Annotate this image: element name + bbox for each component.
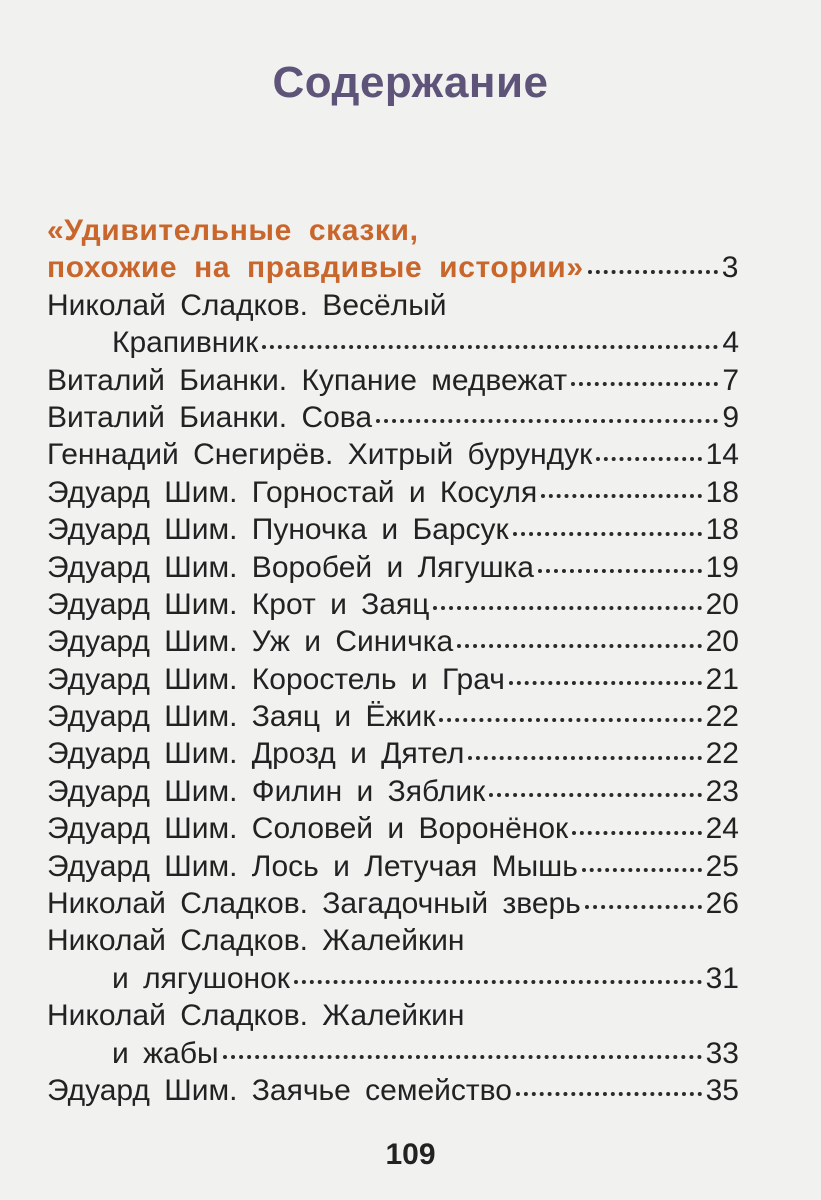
dot-leader xyxy=(294,962,702,988)
dot-leader xyxy=(457,626,701,652)
toc-entry-title: и жабы xyxy=(112,1036,219,1070)
dot-leader xyxy=(439,701,701,727)
dot-leader xyxy=(509,663,702,689)
toc-entry-page: 7 xyxy=(722,363,739,397)
toc-entry-title: Эдуард Шим. Пуночка и Барсук xyxy=(47,513,509,547)
toc-entry-title: Эдуард Шим. Воробей и Лягушка xyxy=(47,550,534,584)
dot-leader xyxy=(489,775,701,801)
toc-entry-title: Крапивник xyxy=(112,326,259,360)
page-number: 109 xyxy=(385,1138,436,1171)
toc-entry xyxy=(47,549,739,586)
toc-entry xyxy=(47,399,739,436)
toc-entry-page: 22 xyxy=(705,737,739,771)
toc-entry xyxy=(47,698,739,735)
toc-entry-page: 21 xyxy=(705,662,739,696)
toc-entry-title: Николай Сладков. Жалейкин xyxy=(47,999,465,1033)
toc-entry-title: Эдуард Шим. Уж и Синичка xyxy=(47,625,454,659)
dot-leader xyxy=(262,327,718,353)
toc-entry-page: 20 xyxy=(705,625,739,659)
toc-entry xyxy=(47,848,739,885)
toc-entry-page: 31 xyxy=(705,961,739,995)
toc-entry-page: 35 xyxy=(705,1073,739,1107)
toc-entry-page: 3 xyxy=(721,251,739,285)
dot-leader xyxy=(223,1037,702,1063)
dot-leader xyxy=(572,813,701,839)
toc-entry xyxy=(47,960,739,997)
toc-entry xyxy=(47,997,739,1034)
dot-leader xyxy=(571,364,718,390)
toc-entry-page: 26 xyxy=(705,887,739,921)
toc-entry xyxy=(47,287,739,324)
toc-entry xyxy=(47,511,739,548)
toc-entry xyxy=(47,586,739,623)
toc-entry xyxy=(47,623,739,660)
toc-entry-title: Эдуард Шим. Лось и Летучая Мышь xyxy=(47,849,578,883)
toc-section-heading xyxy=(47,249,739,286)
toc-entry-title: Виталий Бианки. Сова xyxy=(47,400,373,434)
toc-entry-page: 18 xyxy=(705,475,739,509)
dot-leader xyxy=(585,888,702,914)
toc-entry-page: 33 xyxy=(705,1036,739,1070)
toc-entry-page: 18 xyxy=(705,513,739,547)
dot-leader xyxy=(538,551,702,577)
toc-entry-page: 24 xyxy=(705,812,739,846)
toc-entry-title: Эдуард Шим. Дрозд и Дятел xyxy=(47,737,465,771)
toc-entry-title: Николай Сладков. Жалейкин xyxy=(47,924,465,958)
toc-entry xyxy=(47,661,739,698)
toc-entry xyxy=(47,1035,739,1072)
toc-entry-page: 25 xyxy=(705,849,739,883)
toc-entry-title: Эдуард Шим. Соловей и Воронёнок xyxy=(47,812,569,846)
toc-entry-page: 9 xyxy=(722,400,739,434)
toc-entry-title: Геннадий Снегирёв. Хитрый бурундук xyxy=(47,438,593,472)
toc-entry-page: 23 xyxy=(705,774,739,808)
toc-entry xyxy=(47,735,739,772)
toc-entry xyxy=(47,362,739,399)
toc-entry xyxy=(47,474,739,511)
toc-entry xyxy=(47,810,739,847)
dot-leader xyxy=(513,514,702,540)
toc-entry-title: Эдуард Шим. Филин и Зяблик xyxy=(47,774,486,808)
page-title: Содержание xyxy=(272,58,549,107)
toc-entry-title: Виталий Бианки. Купание медвежат xyxy=(47,363,568,397)
dot-leader xyxy=(541,476,701,502)
dot-leader xyxy=(516,1074,702,1100)
dot-leader xyxy=(596,439,701,465)
toc-entry-title: Эдуард Шим. Заяц и Ёжик xyxy=(47,700,436,734)
toc-entry-title: Эдуард Шим. Заячье семейство xyxy=(47,1073,512,1107)
toc-entry xyxy=(47,1072,739,1109)
dot-leader xyxy=(468,738,701,764)
toc-entry-title: Эдуард Шим. Коростель и Грач xyxy=(47,662,505,696)
toc-entry-title: Николай Сладков. Весёлый xyxy=(47,288,447,322)
toc-entry xyxy=(47,773,739,810)
dot-leader xyxy=(588,252,718,278)
toc-entry-title: похожие на правдивые истории» xyxy=(47,251,584,285)
toc-entry-title: и лягушонок xyxy=(112,961,290,995)
dot-leader xyxy=(376,401,718,427)
dot-leader xyxy=(582,850,702,876)
toc-entry-page: 4 xyxy=(722,326,739,360)
toc-entry xyxy=(47,922,739,959)
toc-entry xyxy=(47,324,739,361)
toc-entry-page: 20 xyxy=(705,587,739,621)
toc-entry xyxy=(47,436,739,473)
toc-section-heading xyxy=(47,212,739,249)
toc-entry-title: Эдуард Шим. Горностай и Косуля xyxy=(47,475,538,509)
dot-leader xyxy=(433,588,701,614)
toc-entry-page: 14 xyxy=(705,438,739,472)
toc-entry-page: 22 xyxy=(705,700,739,734)
toc-entry-title: Николай Сладков. Загадочный зверь xyxy=(47,887,581,921)
toc-entry-title: «Удивительные сказки, xyxy=(47,214,419,247)
toc-entry-page: 19 xyxy=(705,550,739,584)
toc-entry-title: Эдуард Шим. Крот и Заяц xyxy=(47,587,430,621)
table-of-contents xyxy=(47,212,739,1109)
toc-entry xyxy=(47,885,739,922)
